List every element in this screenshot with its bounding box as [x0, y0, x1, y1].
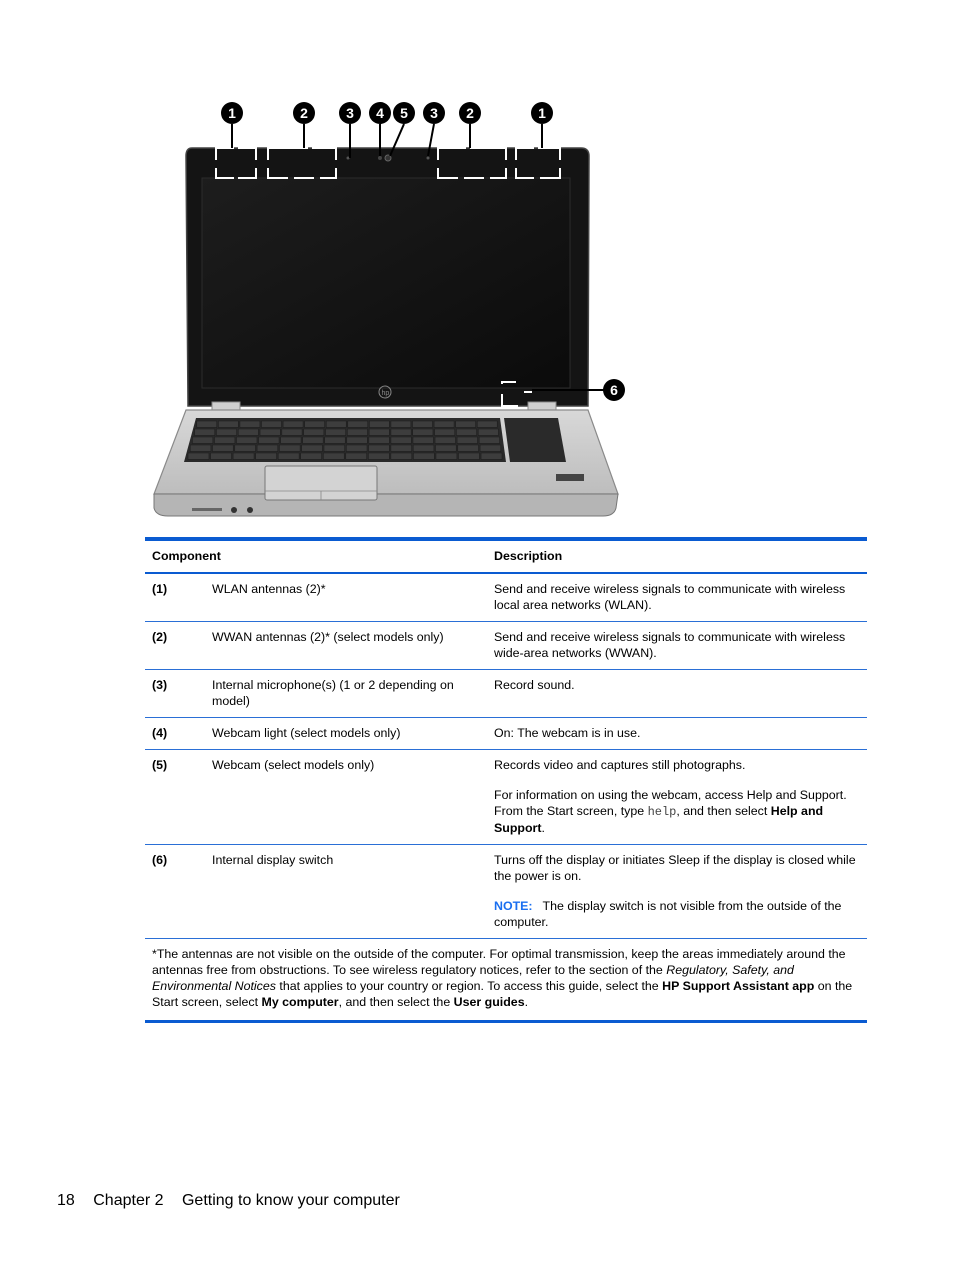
- svg-text:2: 2: [466, 105, 474, 121]
- svg-text:1: 1: [538, 105, 546, 121]
- table-row: (6) Internal display switch Turns off the display or initiates Sleep if the display is closed while the power is on. NOTE: The display switch is not visible from the outside of the computer.: [145, 845, 867, 939]
- svg-text:4: 4: [376, 105, 384, 121]
- callout-1: [531, 102, 553, 124]
- svg-text:5: 5: [400, 105, 408, 121]
- table-row: (2) WWAN antennas (2)* (select models only) Send and receive wireless signals to communicate with wireless wide-area networks (WWAN).: [145, 622, 867, 670]
- callout-3: [423, 102, 445, 124]
- laptop-illustration: [148, 96, 638, 528]
- callout-4: [369, 102, 391, 124]
- svg-text:3: 3: [430, 105, 438, 121]
- audio-port-icon: [247, 507, 253, 513]
- callout-3: [339, 102, 361, 124]
- webcam-light-icon: [378, 156, 382, 160]
- svg-text:2: 2: [300, 105, 308, 121]
- webcam-info: For information on using the webcam, access Help and Support. From the Start screen, type help, and then select Help and Support.: [494, 788, 847, 835]
- footnote: *The antennas are not visible on the outside of the computer. For optimal transmission, keep the areas immediately around the antennas free from obstructions. To see wireless regulatory notices, refer to the section of the Regulatory, Safety, and Environmental Notices that applies to your country or region. To access this guide, select the HP Support Assistant app on the Start screen, select My computer, and then select the User guides.: [145, 939, 867, 1022]
- svg-text:3: 3: [346, 105, 354, 121]
- table-row: (1) WLAN antennas (2)* Send and receive wireless signals to communicate with wireless local area networks (WLAN).: [145, 573, 867, 622]
- table-row: (3) Internal microphone(s) (1 or 2 depending on model) Record sound.: [145, 670, 867, 718]
- components-table: [145, 537, 867, 1023]
- chapter-title: Getting to know your computer: [181, 1192, 400, 1209]
- callout-2: [459, 102, 481, 124]
- note: NOTE: The display switch is not visible from the outside of the computer.: [494, 899, 842, 929]
- page-number: 18: [57, 1192, 75, 1209]
- callout-1: [221, 102, 243, 124]
- fingerprint-reader: [556, 474, 584, 481]
- callout-6: [603, 379, 625, 401]
- table-row: (5) Webcam (select models only) Records video and captures still photographs. For information on using the webcam, access Help and Support. From the Start screen, type help, and then select Help and Support.: [145, 750, 867, 845]
- svg-text:6: 6: [610, 382, 618, 398]
- svg-text:hp: hp: [381, 390, 390, 397]
- footnote-row: [145, 939, 867, 1022]
- page-footer: [57, 1192, 414, 1210]
- header-component: Component: [145, 539, 487, 573]
- header-description: Description: [487, 539, 867, 573]
- callout-5: [393, 102, 415, 124]
- audio-port-icon: [231, 507, 237, 513]
- microphone-icon: [427, 157, 430, 160]
- chapter-label: Chapter 2: [93, 1192, 164, 1209]
- callout-2: [293, 102, 315, 124]
- note-label: NOTE:: [494, 899, 533, 913]
- table-row: (4) Webcam light (select models only) On: The webcam is in use.: [145, 718, 867, 750]
- svg-text:1: 1: [228, 105, 236, 121]
